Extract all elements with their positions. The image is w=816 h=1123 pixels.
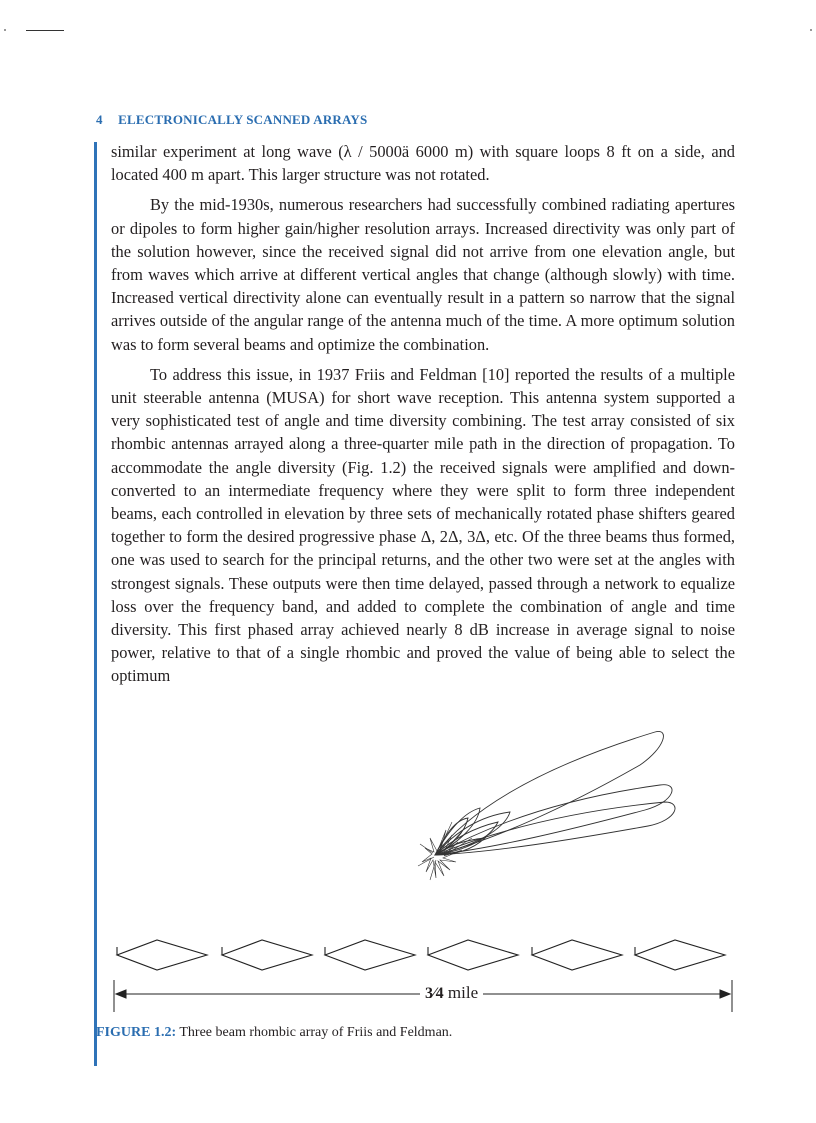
page-number: 4: [96, 112, 103, 127]
rhombic-antenna: [532, 940, 622, 970]
crop-mark: [26, 30, 64, 31]
body-text: [111, 140, 735, 695]
rhombic-antenna: [222, 940, 312, 970]
rhombic-antenna: [428, 940, 518, 970]
rhombic-antenna: [117, 940, 207, 970]
distance-label: [420, 983, 483, 1003]
rhombic-array-figure: [100, 720, 750, 1020]
paragraph: By the mid-1930s, numerous researchers had successfully combined radiating apertures or dipoles to form higher gain/higher resolution arrays. Increased directivity was only part of the solution however, since the received signal did not arrive from one elevation angle, but from waves which arrive at different vertical angles that change (although slowly) with time. Increased vertical directivity alone can eventually result in a pattern so narrow that the signal arrives outside of the angular range of the antenna much of the time. A more optimum solution was to form several beams and optimize the combination.: [111, 195, 735, 354]
running-head: [96, 112, 367, 128]
crop-mark-dot: [4, 29, 6, 31]
distance-unit: mile: [447, 983, 479, 1002]
rhombic-antenna: [325, 940, 415, 970]
rhombic-antennas: [117, 940, 725, 970]
distance-fraction: 3⁄4: [425, 985, 444, 1002]
crop-mark-dot: [810, 29, 812, 31]
beam-pattern: [435, 731, 675, 855]
rhombic-antenna: [635, 940, 725, 970]
paragraph: similar experiment at long wave (λ / 5000ä 6000 m) with square loops 8 ft on a side, and located 400 m apart. This larger structure was not rotated.: [111, 142, 735, 185]
caption-label: FIGURE 1.2:: [96, 1025, 177, 1040]
paragraph: To address this issue, in 1937 Friis and Feldman [10] reported the results of a multiple unit steerable antenna (MUSA) for short wave reception. This antenna system supported a very sophisticated test of angle and time diversity combining. The test array consisted of six rhombic antennas arrayed along a three-quarter mile path in the direction of propagation. To accommodate the angle diversity (Fig. 1.2) the received signals were amplified and down-converted to an intermediate frequency where they were split to form three independent beams, each controlled in elevation by three sets of mechanically rotated phase shifters geared together to form the desired progressive phase Δ, 2Δ, 3Δ, etc. Of the three beams thus formed, one was used to search for the principal returns, and the other two were set at the angles with strongest signals. These outputs were then time delayed, passed through a network to equalize loss over the frequency band, and added to complete the combination of angle and time diversity. This first phased array achieved nearly 8 dB increase in average signal to noise power, relative to that of a single rhombic and proved the value of being able to select the optimum: [111, 364, 735, 686]
running-title: ELECTRONICALLY SCANNED ARRAYS: [118, 112, 368, 127]
margin-bar: [94, 142, 97, 1066]
figure-caption: [96, 1025, 452, 1041]
caption-text: Three beam rhombic array of Friis and Feldman.: [179, 1025, 453, 1040]
main-lobe: [435, 731, 663, 855]
